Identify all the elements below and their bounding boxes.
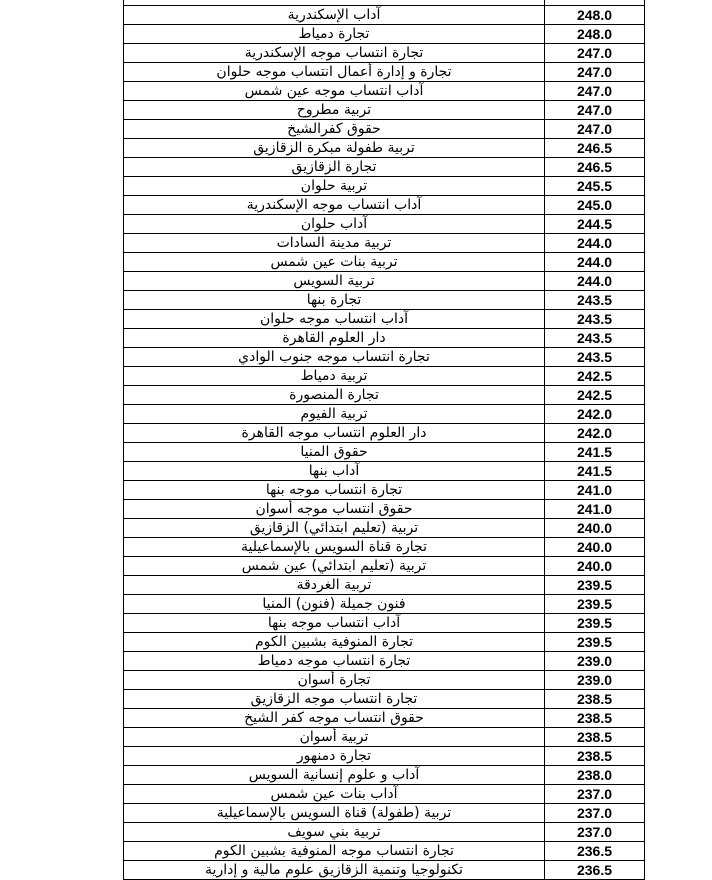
- table-row: [124, 177, 645, 196]
- table-row: [124, 234, 645, 253]
- faculty-name-cell[interactable]: آداب انتساب موجه عين شمس: [124, 82, 545, 101]
- score-cell[interactable]: 239.5: [545, 576, 645, 595]
- score-cell[interactable]: 243.5: [545, 348, 645, 367]
- table-row: [124, 272, 645, 291]
- faculty-name-cell[interactable]: تربية بنات عين شمس: [124, 253, 545, 272]
- table-row: [124, 538, 645, 557]
- score-cell[interactable]: 236.5: [545, 861, 645, 880]
- table-row: [124, 804, 645, 823]
- score-cell[interactable]: 242.0: [545, 405, 645, 424]
- faculty-name-cell[interactable]: تجارة و إدارة أعمال انتساب موجه حلوان: [124, 63, 545, 82]
- faculty-name-cell[interactable]: آداب الإسكندرية: [124, 6, 545, 25]
- score-cell[interactable]: 239.5: [545, 614, 645, 633]
- table-row: [124, 386, 645, 405]
- table-row: [124, 481, 645, 500]
- score-cell[interactable]: 244.5: [545, 215, 645, 234]
- score-cell[interactable]: 239.5: [545, 595, 645, 614]
- spreadsheet-region: [123, 0, 643, 880]
- table-row: [124, 310, 645, 329]
- score-cell[interactable]: 236.5: [545, 842, 645, 861]
- score-cell[interactable]: 238.5: [545, 747, 645, 766]
- faculty-name-cell[interactable]: حقوق كفرالشيخ: [124, 120, 545, 139]
- faculty-name-cell[interactable]: تربية (طفولة) قناة السويس بالإسماعيلية: [124, 804, 545, 823]
- faculty-name-cell[interactable]: تجارة انتساب موجه دمياط: [124, 652, 545, 671]
- score-cell[interactable]: 240.0: [545, 557, 645, 576]
- score-cell[interactable]: 237.0: [545, 823, 645, 842]
- faculty-name-cell[interactable]: تجارة أسوان: [124, 671, 545, 690]
- score-cell[interactable]: 242.5: [545, 367, 645, 386]
- score-cell[interactable]: 237.0: [545, 785, 645, 804]
- table-row: [124, 747, 645, 766]
- table-row: [124, 576, 645, 595]
- score-cell[interactable]: 245.0: [545, 196, 645, 215]
- score-cell[interactable]: 238.5: [545, 709, 645, 728]
- table-row: [124, 766, 645, 785]
- faculty-name-cell[interactable]: تربية مطروح: [124, 101, 545, 120]
- score-cell[interactable]: 239.5: [545, 633, 645, 652]
- table-row: [124, 500, 645, 519]
- faculty-name-cell[interactable]: آداب انتساب موجه حلوان: [124, 310, 545, 329]
- faculty-name-cell[interactable]: تجارة دمنهور: [124, 747, 545, 766]
- score-cell[interactable]: 247.0: [545, 120, 645, 139]
- score-cell[interactable]: 238.0: [545, 766, 645, 785]
- table-row: [124, 158, 645, 177]
- faculty-name-cell[interactable]: تكنولوجيا وتنمية الزقازيق علوم مالية و إدارية: [124, 861, 545, 880]
- table-row: [124, 82, 645, 101]
- faculty-name-cell[interactable]: تربية الفيوم: [124, 405, 545, 424]
- score-cell[interactable]: 246.5: [545, 158, 645, 177]
- table-row: [124, 215, 645, 234]
- score-cell[interactable]: 238.5: [545, 690, 645, 709]
- table-row: [124, 633, 645, 652]
- faculty-name-cell[interactable]: آداب بنات عين شمس: [124, 785, 545, 804]
- faculty-name-cell[interactable]: دار العلوم انتساب موجه القاهرة: [124, 424, 545, 443]
- score-cell[interactable]: 247.0: [545, 44, 645, 63]
- score-cell[interactable]: 243.5: [545, 291, 645, 310]
- table-row: [124, 291, 645, 310]
- table-row: [124, 6, 645, 25]
- table-row: [124, 595, 645, 614]
- faculty-name-cell[interactable]: آداب حلوان: [124, 215, 545, 234]
- table-row: [124, 367, 645, 386]
- table-row: [124, 443, 645, 462]
- faculty-name-cell[interactable]: تجارة دمياط: [124, 25, 545, 44]
- table-row: [124, 44, 645, 63]
- faculty-name-cell[interactable]: آداب انتساب موجه الإسكندرية: [124, 196, 545, 215]
- faculty-name-cell[interactable]: تجارة بنها: [124, 291, 545, 310]
- faculty-name-cell[interactable]: فنون جميلة (فنون) المنيا: [124, 595, 545, 614]
- score-cell[interactable]: 239.0: [545, 652, 645, 671]
- table-row: [124, 120, 645, 139]
- table-row: [124, 709, 645, 728]
- score-cell[interactable]: 247.0: [545, 63, 645, 82]
- score-cell[interactable]: 238.5: [545, 728, 645, 747]
- table-row: [124, 25, 645, 44]
- faculty-name-cell[interactable]: حقوق انتساب موجه أسوان: [124, 500, 545, 519]
- faculty-name-cell[interactable]: تجارة الزقازيق: [124, 158, 545, 177]
- table-row: [124, 196, 645, 215]
- faculty-name-cell[interactable]: تجارة انتساب موجه بنها: [124, 481, 545, 500]
- score-cell[interactable]: 244.0: [545, 234, 645, 253]
- table-row: [124, 842, 645, 861]
- faculty-name-cell[interactable]: تربية بني سويف: [124, 823, 545, 842]
- table-row: [124, 462, 645, 481]
- score-cell[interactable]: 239.0: [545, 671, 645, 690]
- faculty-name-cell[interactable]: تجارة المنوفية بشبين الكوم: [124, 633, 545, 652]
- score-cell[interactable]: 237.0: [545, 804, 645, 823]
- faculty-name-cell[interactable]: حقوق المنيا: [124, 443, 545, 462]
- score-cell[interactable]: 244.0: [545, 272, 645, 291]
- table-row: [124, 823, 645, 842]
- score-cell[interactable]: 241.5: [545, 462, 645, 481]
- table-row: [124, 405, 645, 424]
- table-row: [124, 519, 645, 538]
- score-cell[interactable]: 245.5: [545, 177, 645, 196]
- score-cell[interactable]: 248.0: [545, 6, 645, 25]
- faculty-name-cell[interactable]: تجارة انتساب موجه جنوب الوادي: [124, 348, 545, 367]
- table-row: [124, 253, 645, 272]
- faculty-name-cell[interactable]: تجارة انتساب موجه الزقازيق: [124, 690, 545, 709]
- faculty-name-cell[interactable]: آداب انتساب موجه بنها: [124, 614, 545, 633]
- scores-table: [123, 0, 645, 880]
- score-cell[interactable]: 247.0: [545, 101, 645, 120]
- table-row: [124, 348, 645, 367]
- table-row: [124, 728, 645, 747]
- faculty-name-cell[interactable]: تجارة المنصورة: [124, 386, 545, 405]
- faculty-name-cell[interactable]: تربية أسوان: [124, 728, 545, 747]
- faculty-name-cell[interactable]: تربية دمياط: [124, 367, 545, 386]
- table-row: [124, 557, 645, 576]
- score-cell[interactable]: 243.5: [545, 329, 645, 348]
- table-row: [124, 785, 645, 804]
- score-cell[interactable]: 240.0: [545, 519, 645, 538]
- score-cell[interactable]: 241.0: [545, 481, 645, 500]
- table-row: [124, 63, 645, 82]
- faculty-name-cell[interactable]: حقوق انتساب موجه كفر الشيخ: [124, 709, 545, 728]
- score-cell[interactable]: 243.5: [545, 310, 645, 329]
- score-cell[interactable]: 241.5: [545, 443, 645, 462]
- score-cell[interactable]: 242.0: [545, 424, 645, 443]
- score-cell[interactable]: 240.0: [545, 538, 645, 557]
- faculty-name-cell[interactable]: تربية (تعليم ابتدائي) الزقازيق: [124, 519, 545, 538]
- table-row: [124, 861, 645, 880]
- faculty-name-cell[interactable]: تربية الغردقة: [124, 576, 545, 595]
- faculty-name-cell[interactable]: آداب و علوم إنسانية السويس: [124, 766, 545, 785]
- faculty-name-cell[interactable]: تربية حلوان: [124, 177, 545, 196]
- table-row: [124, 424, 645, 443]
- faculty-name-cell[interactable]: تجارة انتساب موجه الإسكندرية: [124, 44, 545, 63]
- table-row: [124, 652, 645, 671]
- scores-table-body: [124, 0, 645, 880]
- score-cell[interactable]: 244.0: [545, 253, 645, 272]
- table-row: [124, 139, 645, 158]
- score-cell[interactable]: 241.0: [545, 500, 645, 519]
- faculty-name-cell[interactable]: تجارة قناة السويس بالإسماعيلية: [124, 538, 545, 557]
- faculty-name-cell[interactable]: تربية (تعليم ابتدائي) عين شمس: [124, 557, 545, 576]
- score-cell[interactable]: 246.5: [545, 139, 645, 158]
- faculty-name-cell[interactable]: دار العلوم القاهرة: [124, 329, 545, 348]
- faculty-name-cell[interactable]: تربية طفولة مبكرة الزقازيق: [124, 139, 545, 158]
- table-row: [124, 329, 645, 348]
- table-row: [124, 690, 645, 709]
- faculty-name-cell[interactable]: تربية السويس: [124, 272, 545, 291]
- score-cell[interactable]: 248.0: [545, 25, 645, 44]
- faculty-name-cell[interactable]: تربية مدينة السادات: [124, 234, 545, 253]
- table-row: [124, 671, 645, 690]
- table-row: [124, 614, 645, 633]
- faculty-name-cell[interactable]: تجارة انتساب موجه المنوفية بشبين الكوم: [124, 842, 545, 861]
- score-cell[interactable]: 247.0: [545, 82, 645, 101]
- table-row: [124, 101, 645, 120]
- score-cell[interactable]: 242.5: [545, 386, 645, 405]
- faculty-name-cell[interactable]: آداب بنها: [124, 462, 545, 481]
